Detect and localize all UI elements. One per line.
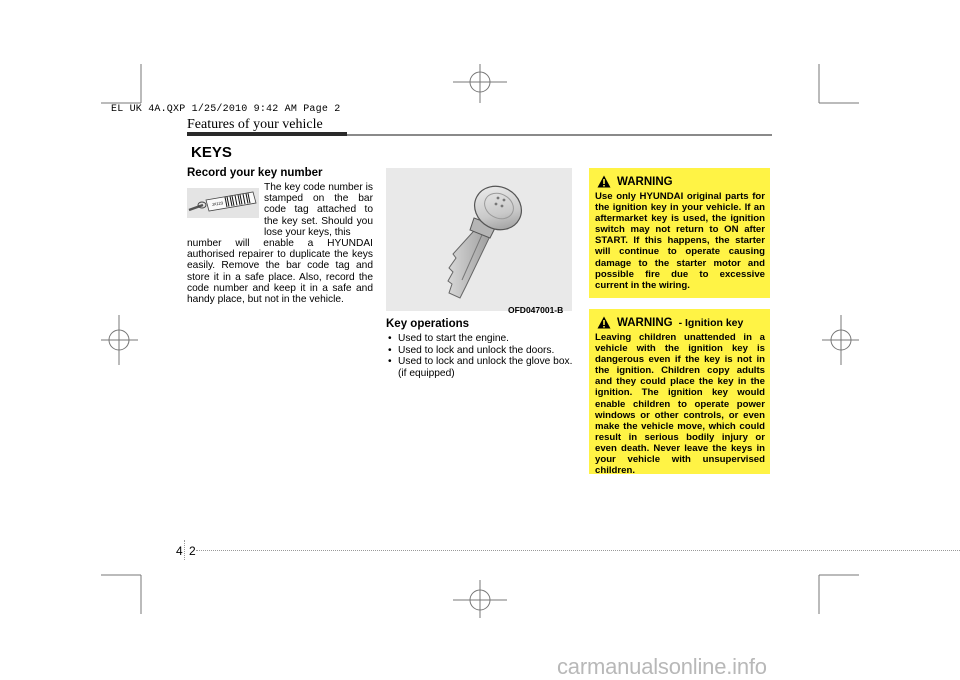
chapter-number: 4 [176, 544, 183, 558]
record-key-title: Record your key number [187, 167, 323, 179]
section-header: Features of your vehicle [187, 117, 323, 132]
list-item: • Used to lock and unlock the doors. [386, 345, 576, 357]
record-key-text-1: The key code number is stamped on the bar code tag attached to the key set. Should you lose your keys, this [264, 182, 373, 238]
page-number: 2 [189, 544, 196, 558]
footer-rule [196, 550, 960, 551]
section-title: KEYS [191, 144, 232, 161]
record-key-text-2: number will enable a HYUNDAI authorised repairer to duplicate the keys easily. Remove the bar code tag and store it in a safe place. Also, record the code number and keep it in a safe and handy place, but not in the vehicle. [187, 238, 373, 306]
warning-box-ignition-key [589, 309, 770, 477]
key-tag-code: JX123 [211, 200, 224, 207]
list-item: • Used to start the engine. [386, 333, 576, 345]
watermark: carmanualsonline.info [557, 654, 767, 679]
header-rule-thin [347, 134, 772, 136]
warning-title: WARNING [617, 316, 673, 329]
warning-triangle-icon [597, 175, 611, 188]
key-icon [386, 168, 572, 311]
warning-text: Use only HYUNDAI original parts for the ignition key in your vehicle. If an aftermarket key is used, the ignition switch may not return to ON after START. If this happens, the starter will continue to operate causing damage to the starter motor and possible fire due to excessive current in the wiring. [595, 191, 765, 291]
warning-box-parts [589, 168, 770, 298]
key-illustration [386, 168, 572, 311]
registration-target-top [453, 64, 507, 103]
warning-title: WARNING [617, 175, 673, 188]
list-item: • Used to lock and unlock the glove box. (if equipped) [386, 356, 576, 379]
footer-separator [184, 540, 185, 560]
registration-target-bottom [453, 580, 507, 618]
key-tag-illustration [187, 188, 259, 218]
registration-target-right [822, 315, 859, 365]
key-operations-title: Key operations [386, 318, 470, 330]
warning-subtitle: - Ignition key [678, 316, 744, 329]
warning-text: Leaving children unattended in a vehicle with the ignition key is dangerous even if the key is not in the ignition. Children copy adults and they could place the key in the ignition. The ignition key would enable children to operate power windows or other controls, or even make the vehicle move, which could result in serious bodily injury or even death. Never leave the keys in your vehicle with unsupervised children. [595, 332, 765, 477]
warning-triangle-icon [597, 316, 611, 329]
registration-target-left [101, 315, 138, 365]
header-rule [187, 132, 347, 136]
key-operations-list [386, 333, 576, 379]
image-caption: OFD047001-B [508, 305, 564, 315]
file-stamp: EL UK 4A.QXP 1/25/2010 9:42 AM Page 2 [111, 104, 341, 115]
